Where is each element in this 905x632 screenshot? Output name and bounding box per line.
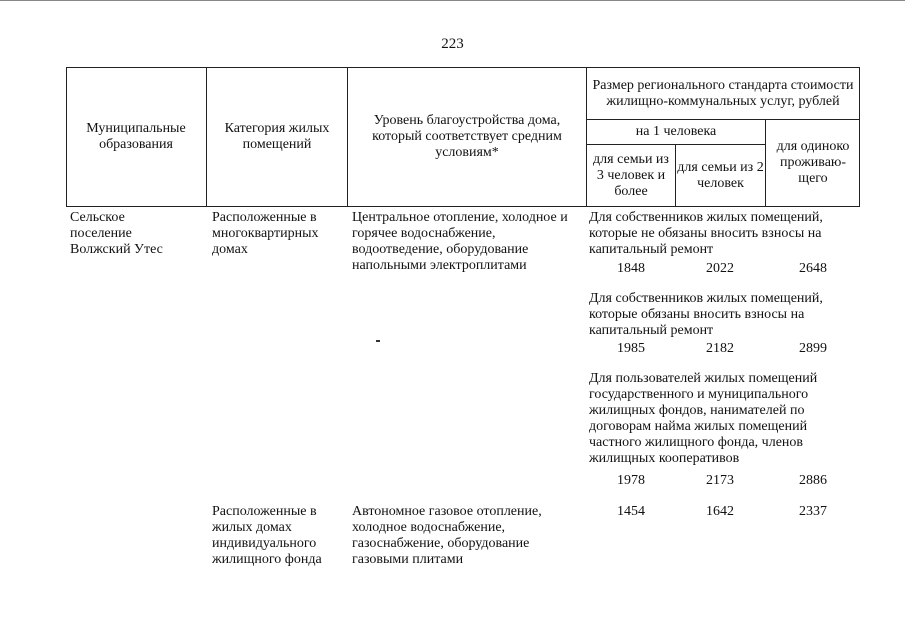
row1-group1-single: 2648 bbox=[799, 261, 827, 276]
header-level: Уровень благоустройства дома, который соответствует средним условиям* bbox=[372, 113, 562, 160]
header-family2: для семьи из 2 человек bbox=[677, 159, 764, 191]
row1-group3-family3: 1978 bbox=[617, 473, 645, 488]
header-family3: для семьи из 3 человек и более bbox=[593, 151, 669, 199]
col-divider-1 bbox=[206, 67, 207, 207]
scan-speck bbox=[376, 340, 380, 342]
header-municipal: Муниципальные образования bbox=[86, 121, 186, 152]
row1-group2-family3: 1985 bbox=[617, 341, 645, 356]
scan-edge-mark bbox=[0, 0, 905, 1]
header-single: для одиноко проживаю-щего bbox=[776, 139, 850, 186]
row1-category: Расположенные в многоквартирных домах bbox=[212, 210, 319, 257]
row1-group2-family2: 2182 bbox=[706, 341, 734, 356]
row1-group1-family3: 1848 bbox=[617, 261, 645, 276]
row1-municipality: Сельское поселение Волжский Утес bbox=[70, 210, 163, 257]
row2-family3: 1454 bbox=[617, 504, 645, 519]
row2-single: 2337 bbox=[799, 504, 827, 519]
page-number: 223 bbox=[441, 36, 464, 52]
row1-group2-single: 2899 bbox=[799, 341, 827, 356]
row1-group2-label: Для собственников жилых помещений, которые обязаны вносить взносы на капитальный ремонт bbox=[589, 291, 823, 338]
table-right-border bbox=[859, 67, 860, 207]
row1-group3-family2: 2173 bbox=[706, 473, 734, 488]
header-category: Категория жилых помещений bbox=[224, 121, 330, 152]
row2-family2: 1642 bbox=[706, 504, 734, 519]
row2-level: Автономное газовое отопление, холодное водоснабжение, газоснабжение, оборудование газовыми плитами bbox=[352, 504, 542, 567]
col-divider-3 bbox=[586, 67, 587, 207]
col-divider-4 bbox=[675, 144, 676, 207]
table-header-bottom-border bbox=[66, 206, 860, 207]
row1-group3-label: Для пользователей жилых помещений государственного и муниципального жилищных фондов, нанимателей по договорам найма жилых помещений частного жилищного фонда, членов жилищных кооперативов bbox=[589, 371, 818, 466]
table-left-border bbox=[66, 67, 67, 207]
col-divider-5 bbox=[765, 119, 766, 207]
header-per-person: на 1 человека bbox=[635, 124, 717, 139]
row1-group3-single: 2886 bbox=[799, 473, 827, 488]
col-divider-2 bbox=[347, 67, 348, 207]
row1-level: Центральное отопление, холодное и горячее водоснабжение, водоотведение, оборудование напольными электроплитами bbox=[352, 210, 568, 273]
header-standard: Размер регионального стандарта стоимости жилищно-коммунальных услуг, рублей bbox=[592, 77, 854, 109]
row1-group1-label: Для собственников жилых помещений, которые не обязаны вносить взносы на капитальный ремонт bbox=[589, 210, 823, 257]
row1-group1-family2: 2022 bbox=[706, 261, 734, 276]
row2-category: Расположенные в жилых домах индивидуального жилищного фонда bbox=[212, 504, 322, 567]
